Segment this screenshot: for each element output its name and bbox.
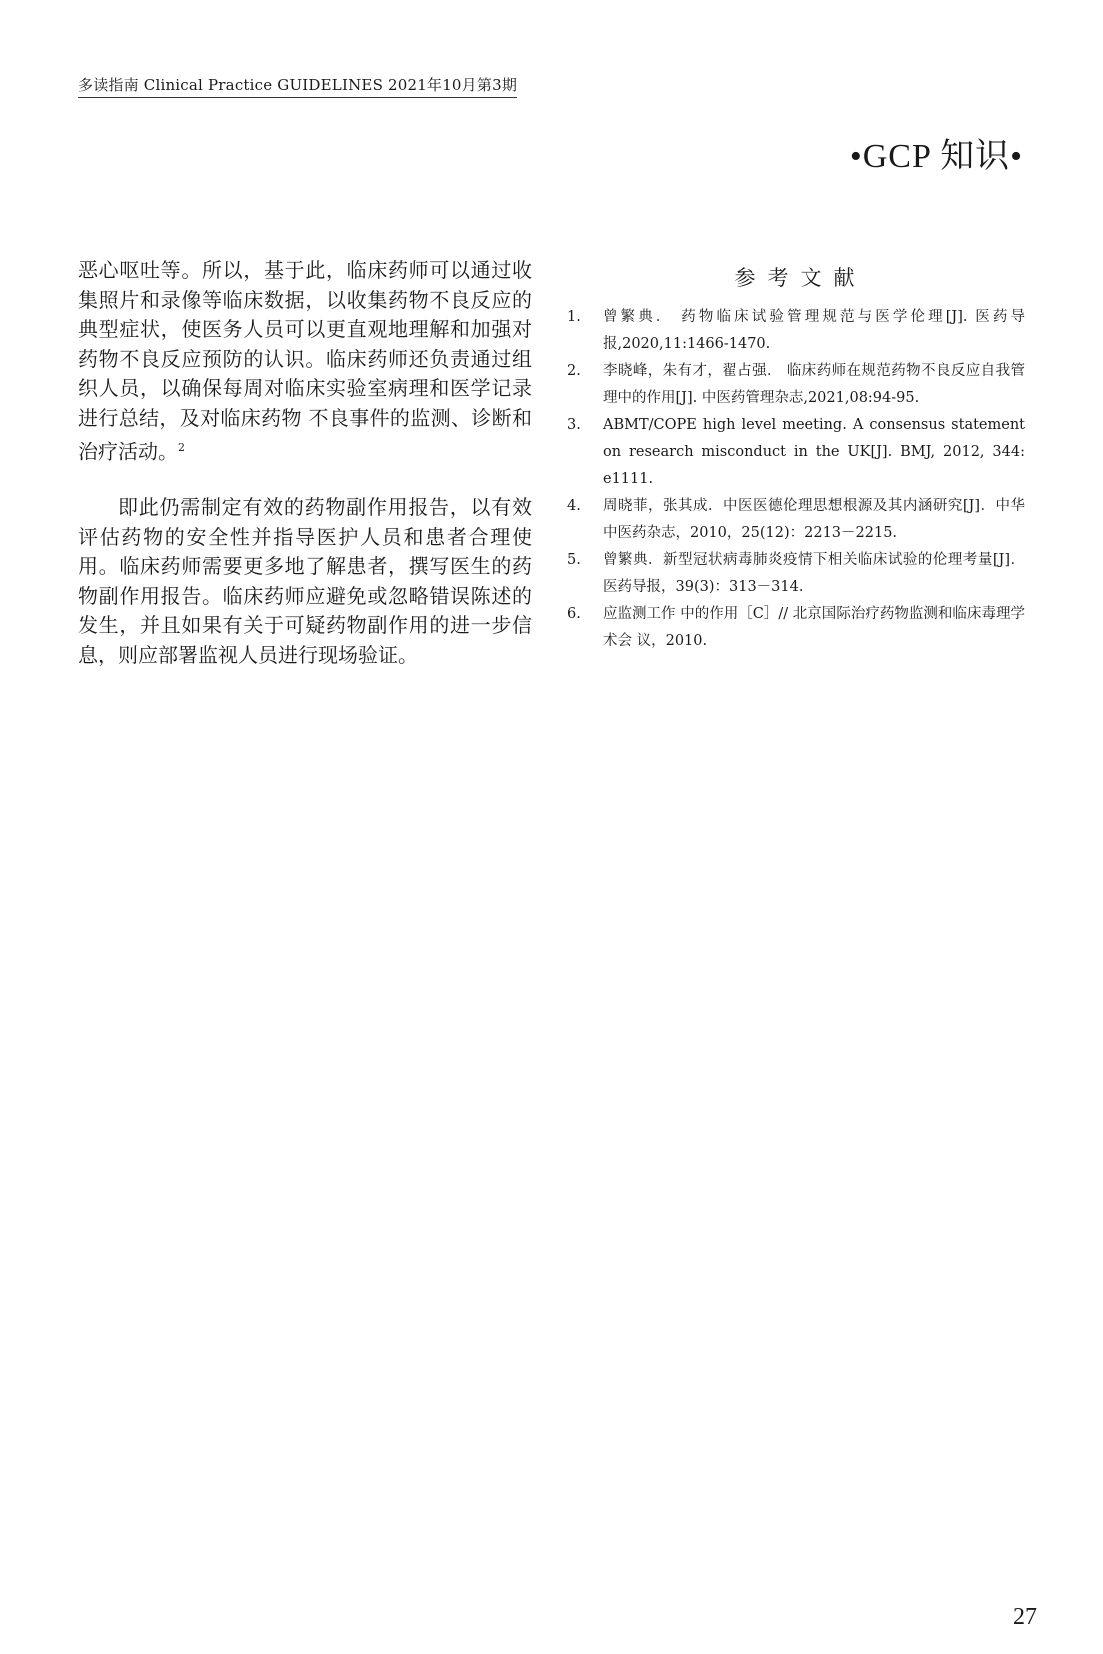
body-text-column bbox=[78, 256, 532, 670]
reference-number: 1. bbox=[567, 309, 581, 325]
reference-item bbox=[567, 304, 1025, 358]
reference-number: 2. bbox=[567, 363, 581, 379]
reference-item bbox=[567, 547, 1025, 601]
reference-item bbox=[567, 412, 1025, 493]
citation-superscript: 2 bbox=[178, 441, 185, 454]
reference-number: 3. bbox=[567, 417, 581, 433]
page-number: 27 bbox=[1013, 1604, 1037, 1630]
body-paragraph bbox=[78, 256, 532, 467]
reference-item bbox=[567, 601, 1025, 655]
reference-text: 曾繁典．新型冠状病毒肺炎疫情下相关临床试验的伦理考量[J]．医药导报，39(3)：313－314. bbox=[603, 552, 1025, 595]
reference-text: 应监测工作 中的作用［C］// 北京国际治疗药物监测和临床毒理学术会 议，2010. bbox=[603, 606, 1025, 649]
reference-number: 5. bbox=[567, 552, 581, 568]
running-header: 多读指南 Clinical Practice GUIDELINES 2021年10月第3期 bbox=[78, 74, 517, 98]
reference-number: 6. bbox=[567, 606, 581, 622]
reference-item bbox=[567, 493, 1025, 547]
section-title: •GCP 知识• bbox=[849, 138, 1023, 175]
references-title: 参考文献 bbox=[734, 266, 867, 290]
reference-number: 4. bbox=[567, 498, 581, 514]
reference-item bbox=[567, 358, 1025, 412]
reference-text: ABMT/COPE high level meeting. A consensus statement on research misconduct in the UK[J]. BMJ, 2012, 344: e1111. bbox=[603, 417, 1025, 487]
reference-text: 周晓菲，张其成．中医医德伦理思想根源及其内涵研究[J]．中华中医药杂志，2010，25(12)：2213－2215. bbox=[603, 498, 1025, 541]
reference-text: 李晓峰，朱有才，翟占强． 临床药师在规范药物不良反应自我管理中的作用[J]. 中医药管理杂志,2021,08:94-95. bbox=[603, 363, 1025, 406]
references-list bbox=[567, 304, 1025, 655]
body-paragraph-text: 恶心呕吐等。所以，基于此，临床药师可以通过收集照片和录像等临床数据，以收集药物不良反应的典型症状，使医务人员可以更直观地理解和加强对药物不良反应预防的认识。临床药师还负责通过组织人员，以确保每周对临床实验室病理和医学记录进行总结，及对临床药物 不良事件的监测、诊断和治疗活动。 bbox=[78, 258, 532, 464]
body-paragraph: 即此仍需制定有效的药物副作用报告，以有效评估药物的安全性并指导医护人员和患者合理使用。临床药师需要更多地了解患者，撰写医生的药物副作用报告。临床药师应避免或忽略错误陈述的发生，并且如果有关于可疑药物副作用的进一步信息，则应部署监视人员进行现场验证。 bbox=[78, 495, 532, 667]
reference-text: 曾繁典． 药物临床试验管理规范与医学伦理[J]. 医药导报,2020,11:1466-1470. bbox=[603, 309, 1025, 352]
